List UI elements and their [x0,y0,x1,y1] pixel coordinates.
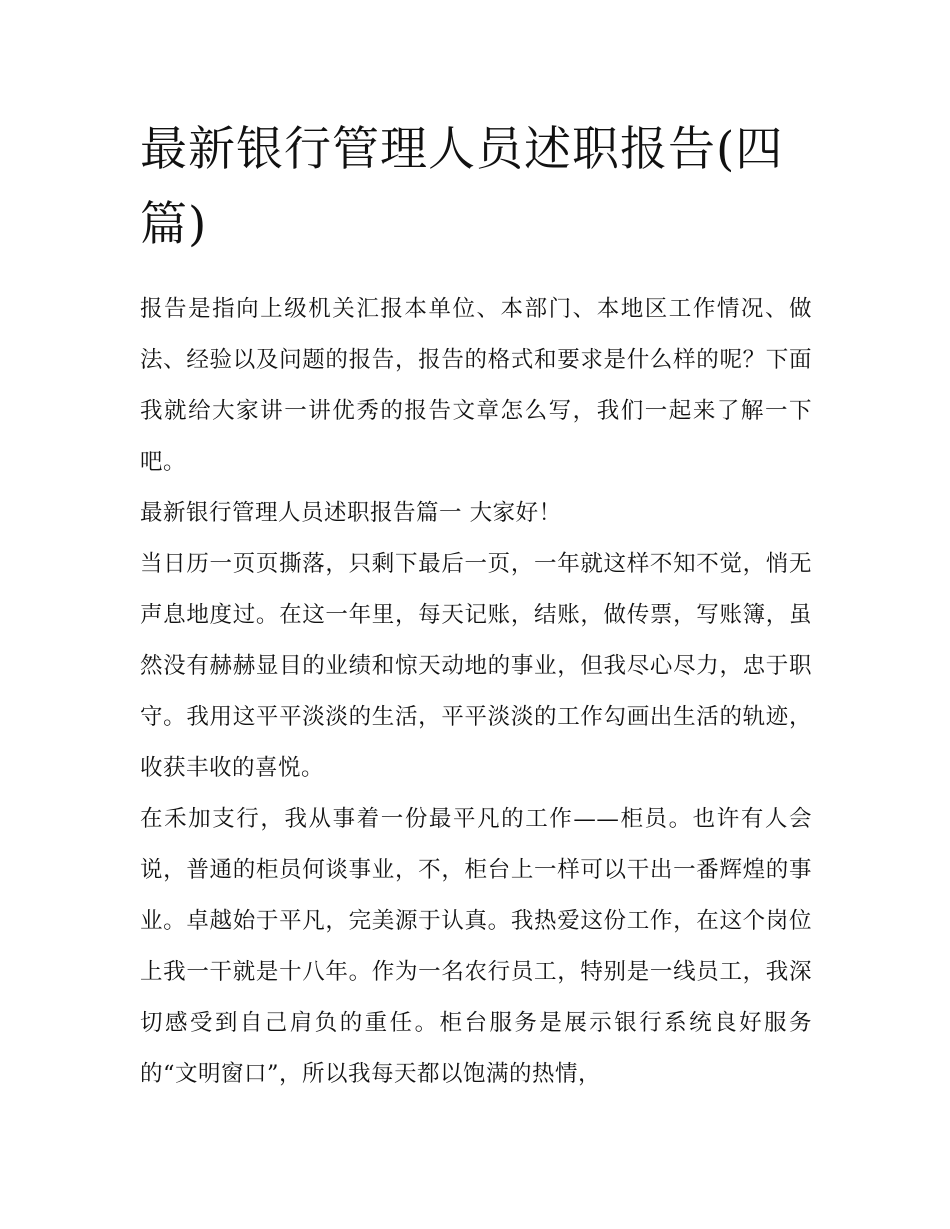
body-paragraph: 在禾加支行，我从事着一份最平凡的工作——柜员。也许有人会说，普通的柜员何谈事业，不，柜台上一样可以干出一番辉煌的事业。卓越始于平凡，完美源于认真。我热爱这份工作，在这个岗位上我一干就是十八年。作为一名农行员工，特别是一线员工，我深切感受到自己肩负的重任。柜台服务是展示银行系统良好服务的“文明窗口”，所以我每天都以饱满的热情， [140,806,812,1087]
body-paragraph: 当日历一页页撕落，只剩下最后一页，一年就这样不知不觉，悄无声息地度过。在这一年里，每天记账，结账，做传票，写账簿，虽然没有赫赫显目的业绩和惊天动地的事业，但我尽心尽力，忠于职守。我用这平平淡淡的生活，平平淡淡的工作勾画出生活的轨迹，收获丰收的喜悦。 [140,551,812,781]
section-heading-paragraph: 最新银行管理人员述职报告篇一 大家好！ [140,500,562,526]
intro-paragraph: 报告是指向上级机关汇报本单位、本部门、本地区工作情况、做法、经验以及问题的报告，报告的格式和要求是什么样的呢？下面我就给大家讲一讲优秀的报告文章怎么写，我们一起来了解一下吧。 [140,296,812,475]
document-title: 最新银行管理人员述职报告(四篇) [140,122,784,252]
document-page [140,112,812,1100]
